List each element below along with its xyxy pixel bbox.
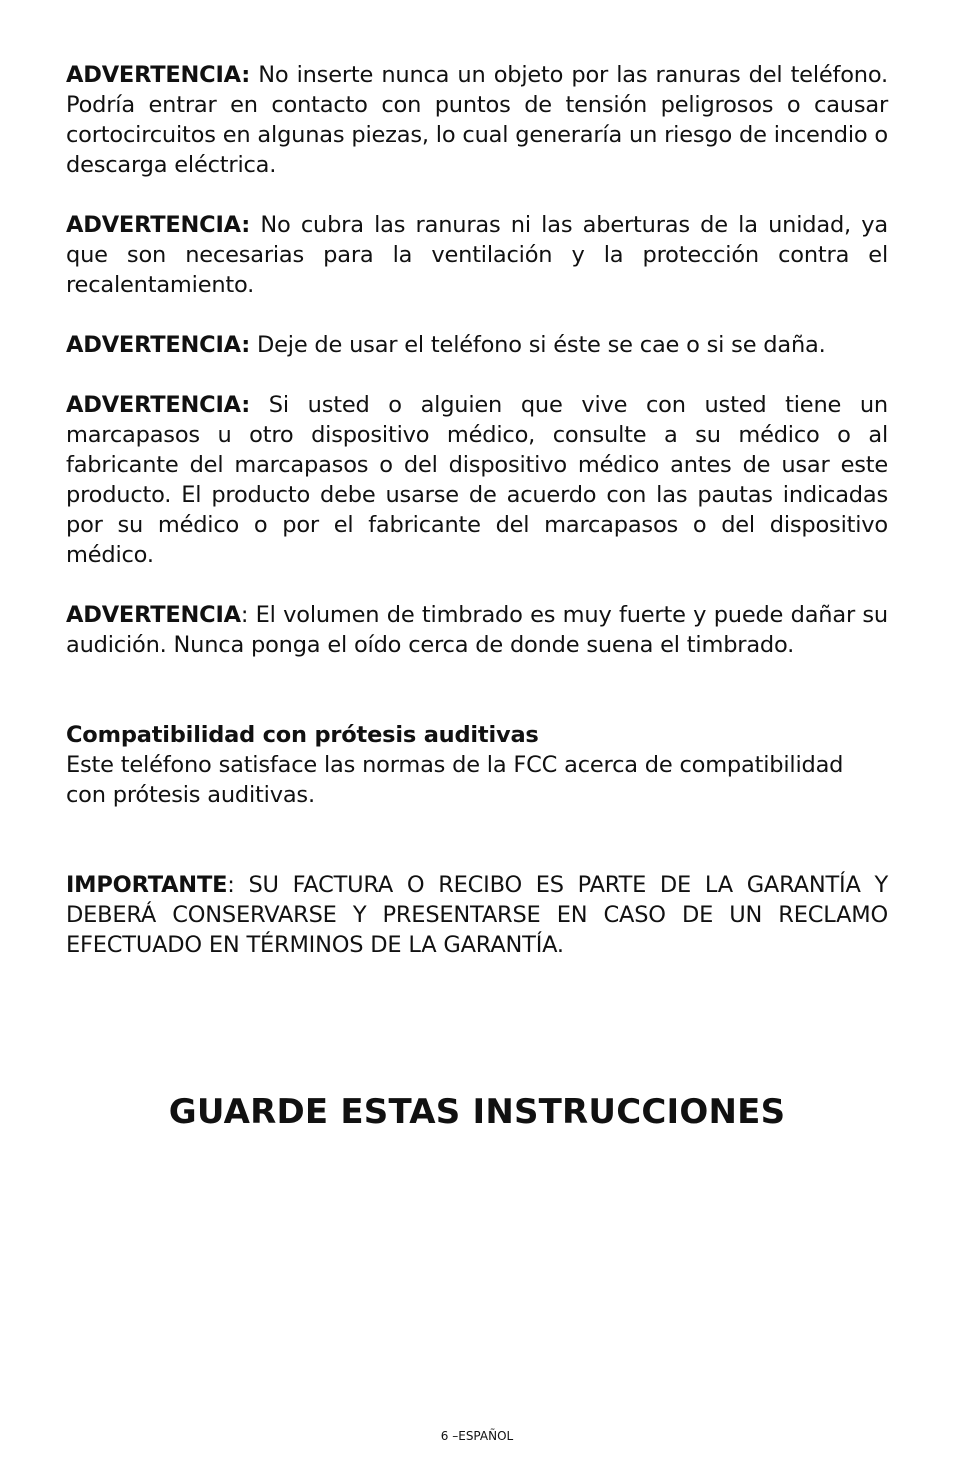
warning-text: : El volumen de timbrado es muy fuerte y puede dañar su audición. Nunca ponga el oído cerca de donde suena el timbrado.	[66, 602, 888, 658]
important-label: IMPORTANTE	[66, 872, 228, 898]
warning-paragraph-4	[66, 390, 888, 570]
save-instructions-title: GUARDE ESTAS INSTRUCCIONES	[168, 1092, 786, 1132]
important-text: : SU FACTURA O RECIBO ES PARTE DE LA GARANTÍA Y DEBERÁ CONSERVARSE Y PRESENTARSE EN CASO DE UN RECLAMO EFECTUADO EN TÉRMINOS DE LA GARANTÍA.	[66, 872, 888, 958]
important-notice	[66, 870, 888, 960]
page-body	[66, 60, 888, 960]
warning-paragraph-2	[66, 210, 888, 300]
warning-text: Deje de usar el teléfono si éste se cae o si se daña.	[250, 332, 826, 358]
warning-label: ADVERTENCIA:	[66, 332, 251, 358]
warning-text: Si usted o alguien que vive con usted tiene un marcapasos u otro dispositivo médico, consulte a su médico o al fabricante del marcapasos o del dispositivo médico antes de usar este producto. El producto debe usarse de acuerdo con las pautas indicadas por su médico o por el fabricante del marcapasos o del dispositivo médico.	[66, 392, 888, 568]
warning-label: ADVERTENCIA:	[66, 212, 251, 238]
hearing-aid-heading: Compatibilidad con prótesis auditivas	[66, 722, 539, 748]
page-footer: 6 –ESPAÑOL	[440, 1429, 514, 1443]
warning-label: ADVERTENCIA	[66, 602, 241, 628]
warning-text: No cubra las ranuras ni las aberturas de la unidad, ya que son necesarias para la ventilación y la protección contra el recalentamiento.	[66, 212, 888, 298]
hearing-aid-text: Este teléfono satisface las normas de la FCC acerca de compatibilidad con prótesis auditivas.	[66, 752, 844, 808]
warning-label: ADVERTENCIA:	[66, 392, 251, 418]
warning-label: ADVERTENCIA:	[66, 62, 251, 88]
warning-paragraph-1	[66, 60, 888, 180]
warning-paragraph-3	[66, 330, 888, 360]
warning-text: No inserte nunca un objeto por las ranuras del teléfono. Podría entrar en contacto con puntos de tensión peligrosos o causar cortocircuitos en algunas piezas, lo cual generaría un riesgo de incendio o descarga eléctrica.	[66, 62, 888, 178]
warning-paragraph-5	[66, 600, 888, 660]
